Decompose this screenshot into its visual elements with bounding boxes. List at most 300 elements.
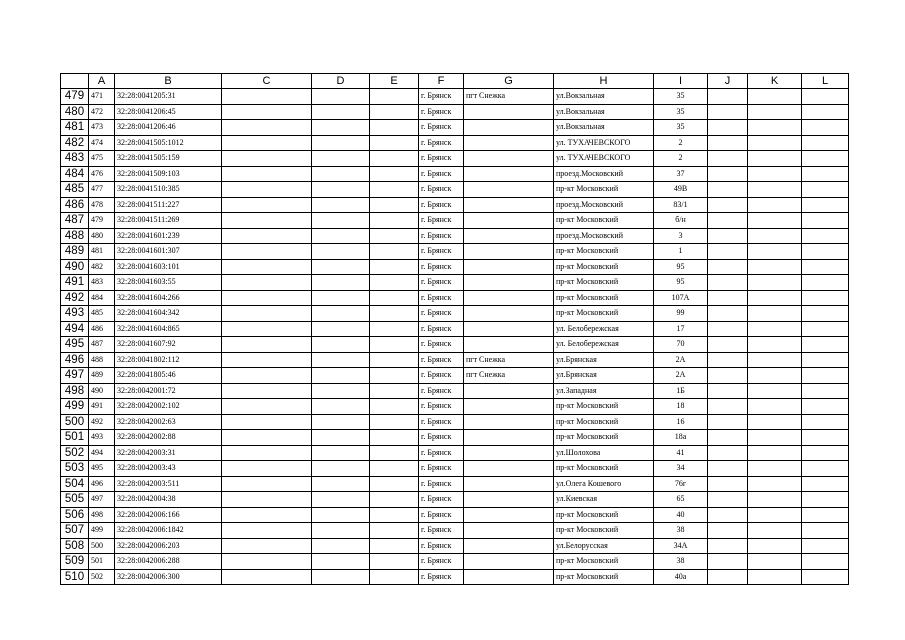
cell-j[interactable] — [708, 275, 748, 291]
cell-h[interactable]: пр-кт Московский — [554, 213, 654, 229]
cell-b[interactable]: 32:28:0041607:92 — [115, 337, 222, 353]
cell-i[interactable]: 2 — [654, 135, 708, 151]
cell-j[interactable] — [708, 492, 748, 508]
cell-c[interactable] — [222, 383, 312, 399]
cell-k[interactable] — [748, 306, 802, 322]
cell-c[interactable] — [222, 228, 312, 244]
cell-k[interactable] — [748, 507, 802, 523]
cell-j[interactable] — [708, 120, 748, 136]
cell-e[interactable] — [370, 89, 419, 105]
row-number[interactable]: 486 — [61, 197, 89, 213]
cell-g[interactable] — [464, 104, 554, 120]
cell-k[interactable] — [748, 120, 802, 136]
cell-g[interactable] — [464, 197, 554, 213]
column-header-d[interactable]: D — [312, 74, 370, 89]
cell-l[interactable] — [802, 213, 849, 229]
row-number[interactable]: 487 — [61, 213, 89, 229]
cell-b[interactable]: 32:28:0041509:103 — [115, 166, 222, 182]
cell-j[interactable] — [708, 89, 748, 105]
cell-d[interactable] — [312, 523, 370, 539]
cell-a[interactable]: 491 — [89, 399, 115, 415]
cell-l[interactable] — [802, 368, 849, 384]
cell-e[interactable] — [370, 337, 419, 353]
cell-b[interactable]: 32:28:0041601:239 — [115, 228, 222, 244]
cell-c[interactable] — [222, 337, 312, 353]
cell-i[interactable]: 16 — [654, 414, 708, 430]
cell-g[interactable] — [464, 476, 554, 492]
cell-d[interactable] — [312, 213, 370, 229]
cell-d[interactable] — [312, 228, 370, 244]
cell-b[interactable]: 32:28:0042002:88 — [115, 430, 222, 446]
cell-a[interactable]: 500 — [89, 538, 115, 554]
cell-h[interactable]: пр-кт Московский — [554, 414, 654, 430]
cell-g[interactable]: пгт Снежка — [464, 368, 554, 384]
cell-j[interactable] — [708, 244, 748, 260]
cell-g[interactable]: пгт Снежка — [464, 89, 554, 105]
row-number[interactable]: 498 — [61, 383, 89, 399]
cell-c[interactable] — [222, 259, 312, 275]
cell-g[interactable] — [464, 399, 554, 415]
row-number[interactable]: 506 — [61, 507, 89, 523]
cell-k[interactable] — [748, 492, 802, 508]
cell-l[interactable] — [802, 414, 849, 430]
cell-h[interactable]: пр-кт Московский — [554, 182, 654, 198]
cell-i[interactable]: 1 — [654, 244, 708, 260]
cell-h[interactable]: ул.Брянская — [554, 368, 654, 384]
cell-a[interactable]: 498 — [89, 507, 115, 523]
cell-i[interactable]: 17 — [654, 321, 708, 337]
row-number[interactable]: 510 — [61, 569, 89, 585]
row-number[interactable]: 504 — [61, 476, 89, 492]
cell-j[interactable] — [708, 213, 748, 229]
cell-h[interactable]: пр-кт Московский — [554, 399, 654, 415]
cell-j[interactable] — [708, 104, 748, 120]
cell-a[interactable]: 478 — [89, 197, 115, 213]
cell-i[interactable]: 2А — [654, 352, 708, 368]
cell-f[interactable]: г. Брянск — [419, 259, 464, 275]
cell-j[interactable] — [708, 352, 748, 368]
column-header-c[interactable]: C — [222, 74, 312, 89]
cell-k[interactable] — [748, 445, 802, 461]
cell-b[interactable]: 32:28:0042002:102 — [115, 399, 222, 415]
cell-e[interactable] — [370, 368, 419, 384]
cell-b[interactable]: 32:28:0042003:511 — [115, 476, 222, 492]
cell-f[interactable]: г. Брянск — [419, 569, 464, 585]
cell-g[interactable] — [464, 414, 554, 430]
row-number[interactable]: 495 — [61, 337, 89, 353]
cell-e[interactable] — [370, 104, 419, 120]
cell-f[interactable]: г. Брянск — [419, 151, 464, 167]
cell-d[interactable] — [312, 445, 370, 461]
cell-f[interactable]: г. Брянск — [419, 290, 464, 306]
cell-g[interactable] — [464, 445, 554, 461]
cell-k[interactable] — [748, 259, 802, 275]
cell-a[interactable]: 492 — [89, 414, 115, 430]
cell-l[interactable] — [802, 182, 849, 198]
cell-a[interactable]: 486 — [89, 321, 115, 337]
cell-d[interactable] — [312, 507, 370, 523]
cell-f[interactable]: г. Брянск — [419, 399, 464, 415]
cell-e[interactable] — [370, 120, 419, 136]
cell-g[interactable] — [464, 275, 554, 291]
cell-j[interactable] — [708, 445, 748, 461]
cell-a[interactable]: 480 — [89, 228, 115, 244]
cell-c[interactable] — [222, 445, 312, 461]
cell-f[interactable]: г. Брянск — [419, 321, 464, 337]
cell-b[interactable]: 32:28:0042003:31 — [115, 445, 222, 461]
cell-i[interactable]: 40 — [654, 507, 708, 523]
cell-h[interactable]: пр-кт Московский — [554, 507, 654, 523]
column-header-k[interactable]: K — [748, 74, 802, 89]
cell-b[interactable]: 32:28:0041505:1012 — [115, 135, 222, 151]
cell-g[interactable] — [464, 213, 554, 229]
row-number[interactable]: 484 — [61, 166, 89, 182]
cell-b[interactable]: 32:28:0041604:865 — [115, 321, 222, 337]
cell-e[interactable] — [370, 507, 419, 523]
cell-a[interactable]: 476 — [89, 166, 115, 182]
cell-i[interactable]: 2А — [654, 368, 708, 384]
cell-g[interactable] — [464, 120, 554, 136]
cell-i[interactable]: 49В — [654, 182, 708, 198]
cell-l[interactable] — [802, 166, 849, 182]
cell-e[interactable] — [370, 275, 419, 291]
cell-d[interactable] — [312, 244, 370, 260]
cell-d[interactable] — [312, 399, 370, 415]
row-number[interactable]: 501 — [61, 430, 89, 446]
cell-i[interactable]: 65 — [654, 492, 708, 508]
cell-c[interactable] — [222, 197, 312, 213]
cell-i[interactable]: 18а — [654, 430, 708, 446]
cell-h[interactable]: проезд.Московский — [554, 228, 654, 244]
cell-i[interactable]: 95 — [654, 259, 708, 275]
cell-h[interactable]: ул. ТУХАЧЕВСКОГО — [554, 135, 654, 151]
cell-b[interactable]: 32:28:0041603:101 — [115, 259, 222, 275]
cell-e[interactable] — [370, 135, 419, 151]
cell-c[interactable] — [222, 275, 312, 291]
row-number[interactable]: 497 — [61, 368, 89, 384]
cell-e[interactable] — [370, 523, 419, 539]
cell-j[interactable] — [708, 368, 748, 384]
cell-j[interactable] — [708, 461, 748, 477]
cell-a[interactable]: 494 — [89, 445, 115, 461]
cell-f[interactable]: г. Брянск — [419, 337, 464, 353]
cell-f[interactable]: г. Брянск — [419, 213, 464, 229]
cell-b[interactable]: 32:28:0042003:43 — [115, 461, 222, 477]
cell-j[interactable] — [708, 321, 748, 337]
cell-c[interactable] — [222, 476, 312, 492]
cell-l[interactable] — [802, 569, 849, 585]
row-number[interactable]: 502 — [61, 445, 89, 461]
cell-f[interactable]: г. Брянск — [419, 89, 464, 105]
cell-c[interactable] — [222, 569, 312, 585]
cell-f[interactable]: г. Брянск — [419, 507, 464, 523]
cell-k[interactable] — [748, 166, 802, 182]
cell-c[interactable] — [222, 306, 312, 322]
cell-c[interactable] — [222, 507, 312, 523]
cell-k[interactable] — [748, 430, 802, 446]
cell-h[interactable]: ул. Белобережская — [554, 337, 654, 353]
cell-c[interactable] — [222, 399, 312, 415]
cell-l[interactable] — [802, 135, 849, 151]
cell-k[interactable] — [748, 476, 802, 492]
cell-l[interactable] — [802, 383, 849, 399]
cell-l[interactable] — [802, 445, 849, 461]
cell-e[interactable] — [370, 461, 419, 477]
row-number[interactable]: 479 — [61, 89, 89, 105]
cell-d[interactable] — [312, 151, 370, 167]
cell-i[interactable]: 1Б — [654, 383, 708, 399]
row-number[interactable]: 493 — [61, 306, 89, 322]
cell-h[interactable]: пр-кт Московский — [554, 523, 654, 539]
cell-g[interactable] — [464, 259, 554, 275]
cell-d[interactable] — [312, 337, 370, 353]
row-number[interactable]: 507 — [61, 523, 89, 539]
cell-a[interactable]: 493 — [89, 430, 115, 446]
row-number[interactable]: 482 — [61, 135, 89, 151]
cell-l[interactable] — [802, 538, 849, 554]
cell-j[interactable] — [708, 290, 748, 306]
cell-b[interactable]: 32:28:0042006:203 — [115, 538, 222, 554]
cell-h[interactable]: пр-кт Московский — [554, 275, 654, 291]
corner-cell[interactable] — [61, 74, 89, 89]
cell-c[interactable] — [222, 213, 312, 229]
cell-a[interactable]: 497 — [89, 492, 115, 508]
row-number[interactable]: 488 — [61, 228, 89, 244]
cell-g[interactable] — [464, 507, 554, 523]
cell-f[interactable]: г. Брянск — [419, 445, 464, 461]
cell-k[interactable] — [748, 554, 802, 570]
cell-j[interactable] — [708, 182, 748, 198]
cell-d[interactable] — [312, 104, 370, 120]
cell-d[interactable] — [312, 166, 370, 182]
cell-a[interactable]: 477 — [89, 182, 115, 198]
cell-b[interactable]: 32:28:0041205:31 — [115, 89, 222, 105]
cell-f[interactable]: г. Брянск — [419, 476, 464, 492]
column-header-l[interactable]: L — [802, 74, 849, 89]
cell-g[interactable] — [464, 151, 554, 167]
cell-e[interactable] — [370, 244, 419, 260]
cell-c[interactable] — [222, 430, 312, 446]
cell-c[interactable] — [222, 414, 312, 430]
cell-e[interactable] — [370, 151, 419, 167]
cell-d[interactable] — [312, 89, 370, 105]
cell-d[interactable] — [312, 321, 370, 337]
row-number[interactable]: 508 — [61, 538, 89, 554]
cell-e[interactable] — [370, 213, 419, 229]
cell-g[interactable] — [464, 321, 554, 337]
cell-a[interactable]: 490 — [89, 383, 115, 399]
cell-g[interactable] — [464, 228, 554, 244]
row-number[interactable]: 485 — [61, 182, 89, 198]
cell-k[interactable] — [748, 569, 802, 585]
cell-l[interactable] — [802, 151, 849, 167]
cell-b[interactable]: 32:28:0042006:300 — [115, 569, 222, 585]
cell-c[interactable] — [222, 554, 312, 570]
cell-k[interactable] — [748, 352, 802, 368]
cell-k[interactable] — [748, 321, 802, 337]
cell-h[interactable]: пр-кт Московский — [554, 461, 654, 477]
cell-i[interactable]: 34А — [654, 538, 708, 554]
cell-l[interactable] — [802, 523, 849, 539]
column-header-h[interactable]: H — [554, 74, 654, 89]
cell-j[interactable] — [708, 151, 748, 167]
cell-i[interactable]: 3 — [654, 228, 708, 244]
cell-c[interactable] — [222, 290, 312, 306]
cell-a[interactable]: 479 — [89, 213, 115, 229]
row-number[interactable]: 489 — [61, 244, 89, 260]
cell-a[interactable]: 484 — [89, 290, 115, 306]
cell-e[interactable] — [370, 538, 419, 554]
cell-d[interactable] — [312, 290, 370, 306]
cell-k[interactable] — [748, 461, 802, 477]
cell-j[interactable] — [708, 399, 748, 415]
cell-e[interactable] — [370, 197, 419, 213]
column-header-g[interactable]: G — [464, 74, 554, 89]
column-header-i[interactable]: I — [654, 74, 708, 89]
cell-c[interactable] — [222, 352, 312, 368]
cell-l[interactable] — [802, 275, 849, 291]
cell-l[interactable] — [802, 399, 849, 415]
cell-g[interactable] — [464, 290, 554, 306]
cell-h[interactable]: пр-кт Московский — [554, 290, 654, 306]
cell-d[interactable] — [312, 197, 370, 213]
cell-i[interactable]: 38 — [654, 554, 708, 570]
cell-f[interactable]: г. Брянск — [419, 182, 464, 198]
cell-g[interactable] — [464, 538, 554, 554]
cell-i[interactable]: 40а — [654, 569, 708, 585]
cell-k[interactable] — [748, 197, 802, 213]
cell-b[interactable]: 32:28:0042004:38 — [115, 492, 222, 508]
cell-b[interactable]: 32:28:0041206:45 — [115, 104, 222, 120]
cell-i[interactable]: 35 — [654, 120, 708, 136]
cell-b[interactable]: 32:28:0041601:307 — [115, 244, 222, 260]
cell-k[interactable] — [748, 414, 802, 430]
cell-f[interactable]: г. Брянск — [419, 430, 464, 446]
cell-b[interactable]: 32:28:0041511:227 — [115, 197, 222, 213]
row-number[interactable]: 500 — [61, 414, 89, 430]
cell-i[interactable]: 99 — [654, 306, 708, 322]
cell-j[interactable] — [708, 476, 748, 492]
cell-h[interactable]: проезд.Московский — [554, 197, 654, 213]
cell-e[interactable] — [370, 430, 419, 446]
column-header-e[interactable]: E — [370, 74, 419, 89]
cell-d[interactable] — [312, 538, 370, 554]
cell-b[interactable]: 32:28:0041206:46 — [115, 120, 222, 136]
cell-l[interactable] — [802, 104, 849, 120]
cell-e[interactable] — [370, 399, 419, 415]
cell-i[interactable]: 38 — [654, 523, 708, 539]
cell-h[interactable]: ул. ТУХАЧЕВСКОГО — [554, 151, 654, 167]
cell-f[interactable]: г. Брянск — [419, 197, 464, 213]
cell-e[interactable] — [370, 321, 419, 337]
cell-i[interactable]: 35 — [654, 104, 708, 120]
cell-g[interactable] — [464, 166, 554, 182]
cell-d[interactable] — [312, 306, 370, 322]
cell-a[interactable]: 489 — [89, 368, 115, 384]
cell-l[interactable] — [802, 476, 849, 492]
cell-k[interactable] — [748, 89, 802, 105]
cell-d[interactable] — [312, 554, 370, 570]
row-number[interactable]: 496 — [61, 352, 89, 368]
cell-k[interactable] — [748, 244, 802, 260]
column-header-a[interactable]: A — [89, 74, 115, 89]
cell-e[interactable] — [370, 352, 419, 368]
cell-j[interactable] — [708, 259, 748, 275]
cell-a[interactable]: 501 — [89, 554, 115, 570]
cell-j[interactable] — [708, 166, 748, 182]
cell-a[interactable]: 485 — [89, 306, 115, 322]
cell-b[interactable]: 32:28:0042001:72 — [115, 383, 222, 399]
cell-c[interactable] — [222, 538, 312, 554]
row-number[interactable]: 492 — [61, 290, 89, 306]
cell-l[interactable] — [802, 352, 849, 368]
cell-g[interactable] — [464, 569, 554, 585]
cell-b[interactable]: 32:28:0042006:288 — [115, 554, 222, 570]
cell-k[interactable] — [748, 368, 802, 384]
cell-e[interactable] — [370, 414, 419, 430]
column-header-f[interactable]: F — [419, 74, 464, 89]
cell-g[interactable] — [464, 306, 554, 322]
cell-d[interactable] — [312, 352, 370, 368]
cell-e[interactable] — [370, 228, 419, 244]
row-number[interactable]: 483 — [61, 151, 89, 167]
cell-a[interactable]: 496 — [89, 476, 115, 492]
cell-g[interactable] — [464, 182, 554, 198]
cell-c[interactable] — [222, 89, 312, 105]
cell-h[interactable]: пр-кт Московский — [554, 430, 654, 446]
cell-d[interactable] — [312, 182, 370, 198]
cell-i[interactable]: 70 — [654, 337, 708, 353]
cell-a[interactable]: 472 — [89, 104, 115, 120]
cell-h[interactable]: ул.Белорусская — [554, 538, 654, 554]
cell-l[interactable] — [802, 259, 849, 275]
cell-a[interactable]: 495 — [89, 461, 115, 477]
cell-d[interactable] — [312, 461, 370, 477]
cell-l[interactable] — [802, 492, 849, 508]
cell-e[interactable] — [370, 445, 419, 461]
cell-j[interactable] — [708, 507, 748, 523]
cell-k[interactable] — [748, 290, 802, 306]
cell-l[interactable] — [802, 120, 849, 136]
cell-f[interactable]: г. Брянск — [419, 306, 464, 322]
cell-a[interactable]: 474 — [89, 135, 115, 151]
cell-j[interactable] — [708, 135, 748, 151]
cell-h[interactable]: пр-кт Московский — [554, 244, 654, 260]
cell-h[interactable]: ул.Западная — [554, 383, 654, 399]
cell-h[interactable]: проезд.Московский — [554, 166, 654, 182]
cell-j[interactable] — [708, 554, 748, 570]
cell-c[interactable] — [222, 461, 312, 477]
cell-a[interactable]: 483 — [89, 275, 115, 291]
cell-k[interactable] — [748, 151, 802, 167]
cell-f[interactable]: г. Брянск — [419, 352, 464, 368]
cell-k[interactable] — [748, 182, 802, 198]
cell-e[interactable] — [370, 569, 419, 585]
cell-f[interactable]: г. Брянск — [419, 523, 464, 539]
cell-a[interactable]: 499 — [89, 523, 115, 539]
cell-g[interactable] — [464, 492, 554, 508]
cell-h[interactable]: ул. Белобережская — [554, 321, 654, 337]
cell-k[interactable] — [748, 538, 802, 554]
cell-i[interactable]: 18 — [654, 399, 708, 415]
cell-h[interactable]: ул.Вокзальная — [554, 89, 654, 105]
cell-a[interactable]: 502 — [89, 569, 115, 585]
cell-k[interactable] — [748, 104, 802, 120]
cell-k[interactable] — [748, 228, 802, 244]
cell-c[interactable] — [222, 321, 312, 337]
cell-a[interactable]: 481 — [89, 244, 115, 260]
cell-d[interactable] — [312, 135, 370, 151]
